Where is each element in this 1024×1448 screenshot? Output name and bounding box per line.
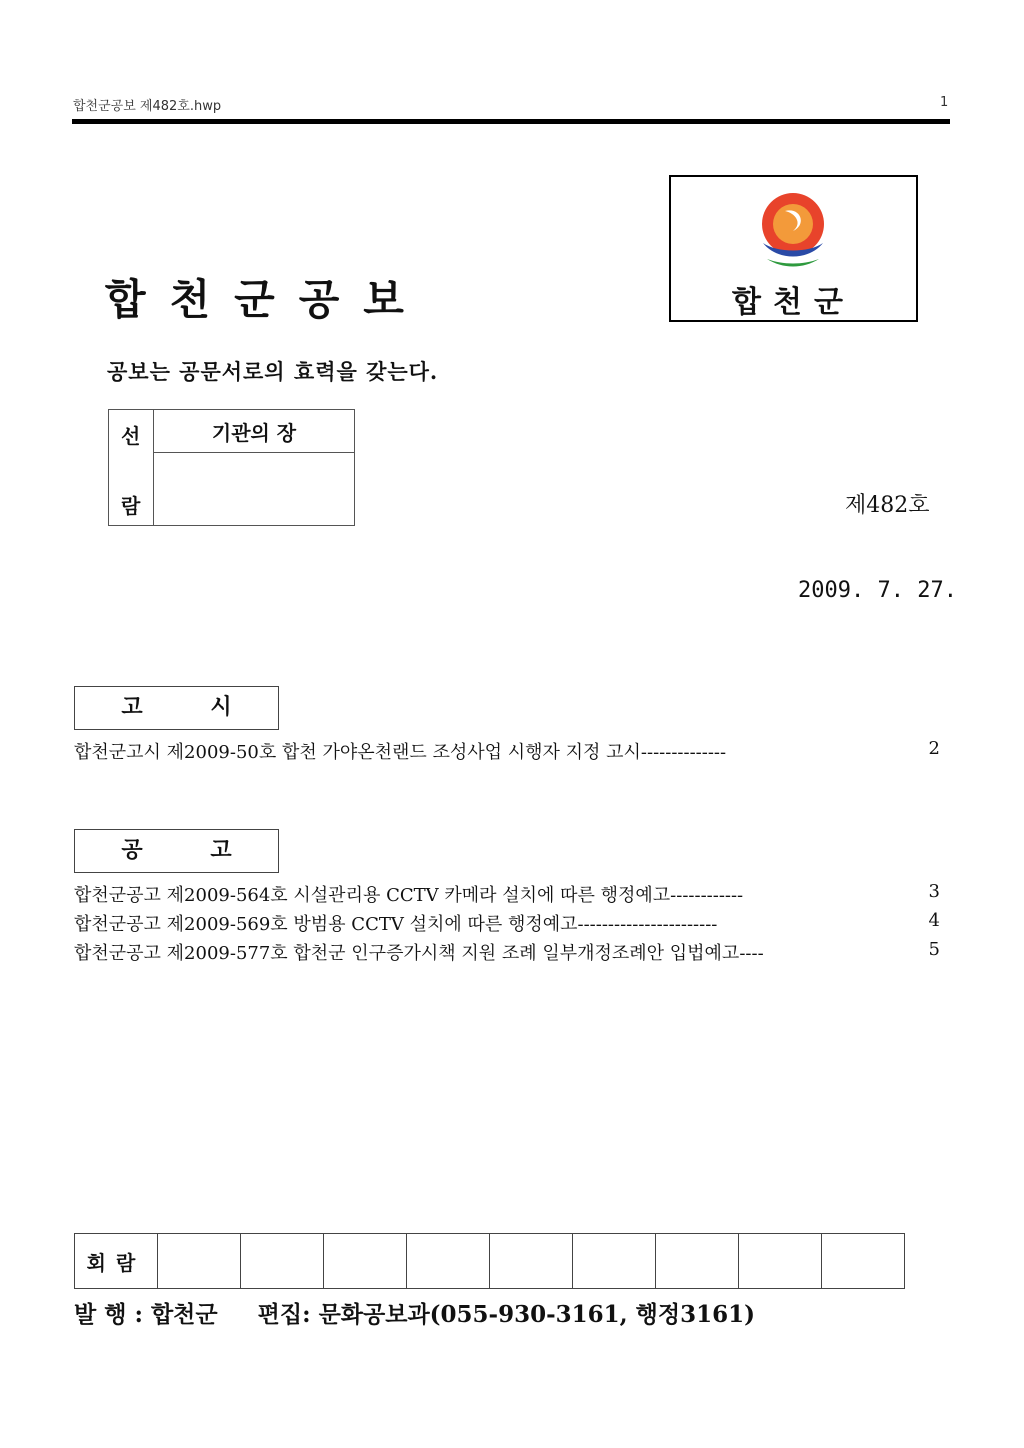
section-heading-notice: 고 시 [74, 686, 279, 730]
review-cell [407, 1234, 490, 1289]
logo-text: 합천군 [732, 285, 855, 320]
toc-item-text: 합천군공고 제2009-569호 방범용 CCTV 설치에 따른 행정예고----------------------- [74, 914, 718, 935]
review-cell [490, 1234, 573, 1289]
hapcheon-emblem-icon [757, 191, 829, 277]
logo-box [669, 175, 918, 322]
header-page-number: 1 [940, 95, 949, 110]
approval-table [108, 409, 355, 526]
review-cell [241, 1234, 324, 1289]
toc-item-page: 4 [928, 910, 940, 931]
toc-item-page: 3 [928, 881, 940, 902]
review-cell [822, 1234, 905, 1289]
toc-item-text: 합천군공고 제2009-577호 합천군 인구증가시책 지원 조례 일부개정조례안 입법예고---- [74, 943, 764, 964]
toc-item[interactable] [74, 939, 940, 965]
toc-item[interactable] [74, 738, 940, 764]
review-cell [324, 1234, 407, 1289]
review-cell [656, 1234, 739, 1289]
header-filename: 합천군공보 제482호.hwp [73, 99, 222, 114]
header-rule [72, 119, 950, 124]
bulletin-title: 합천군공보 [105, 275, 428, 324]
section-heading-announcement: 공 고 [74, 829, 279, 873]
review-table [74, 1233, 905, 1289]
approval-side-top: 선 [121, 424, 141, 448]
issue-number: 제482호 [845, 493, 930, 518]
toc-item[interactable] [74, 881, 940, 907]
approval-signature-cell [154, 453, 355, 526]
bulletin-subtitle: 공보는 공문서로의 효력을 갖는다. [107, 359, 439, 384]
review-cell [573, 1234, 656, 1289]
review-cell [158, 1234, 241, 1289]
approval-side-cell [109, 410, 154, 526]
approval-header: 기관의 장 [154, 410, 355, 453]
publisher-footer: 발 행 : 합천군 편집: 문화공보과(055-930-3161, 행정3161) [74, 1301, 756, 1328]
toc-item-text: 합천군고시 제2009-50호 합천 가야온천랜드 조성사업 시행자 지정 고시-------------- [74, 742, 727, 763]
toc-item-text: 합천군공고 제2009-564호 시설관리용 CCTV 카메라 설치에 따른 행정예고------------ [74, 885, 744, 906]
review-cell [739, 1234, 822, 1289]
toc-item-page: 5 [928, 939, 940, 960]
review-label: 회람 [75, 1234, 158, 1289]
issue-date: 2009. 7. 27. [798, 578, 957, 603]
approval-side-bottom: 람 [121, 494, 141, 518]
toc-item-page: 2 [928, 738, 940, 759]
toc-item[interactable] [74, 910, 940, 936]
